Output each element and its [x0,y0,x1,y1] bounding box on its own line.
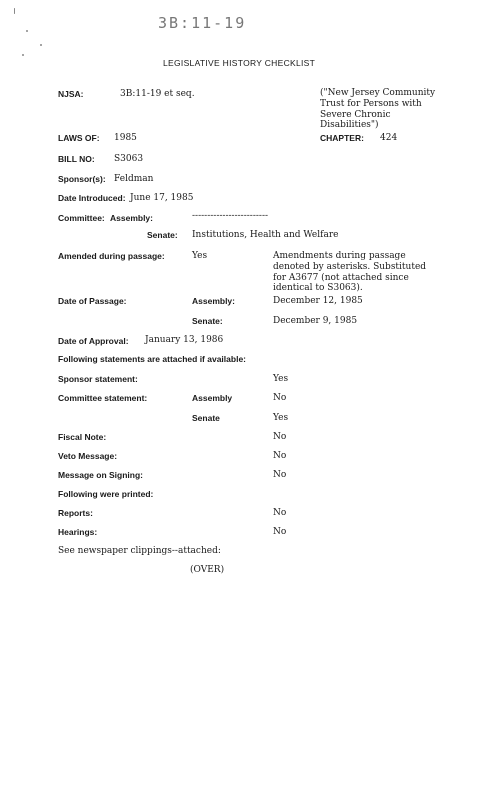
committee-statement-assembly-label: Assembly [192,393,233,403]
laws-of-label: LAWS OF: [58,133,100,143]
page-title: LEGISLATIVE HISTORY CHECKLIST [163,58,316,68]
fiscal-note-value: No [273,432,287,442]
sponsor-label: Sponsor(s): [58,174,106,184]
veto-message-label: Veto Message: [58,451,118,461]
handwritten-number: 3B:11-19 [158,14,247,32]
approval-label: Date of Approval: [58,336,129,346]
approval-value: January 13, 1986 [145,335,224,345]
chapter-label: CHAPTER: [320,133,364,143]
sponsor-statement-label: Sponsor statement: [58,374,138,384]
committee-senate-label: Senate: [147,230,178,240]
committee-statement-senate-label: Senate [192,413,220,423]
clippings-label: See newspaper clippings--attached: [58,546,221,556]
passage-assembly-value: December 12, 1985 [273,296,363,306]
njsa-value: 3B:11-19 et seq. [120,89,195,99]
amended-value: Yes [192,251,208,261]
scan-speck [26,30,28,32]
passage-assembly-label: Assembly: [192,296,235,306]
chapter-value: 424 [380,133,398,143]
sponsor-value: Feldman [114,174,154,184]
passage-senate-value: December 9, 1985 [273,316,358,326]
date-introduced-label: Date Introduced: [58,193,126,203]
hearings-value: No [273,527,287,537]
amended-note: Amendments during passage denoted by asterisks. Substituted for A3677 (not attached since identical to S3063). [273,251,427,294]
hearings-label: Hearings: [58,527,98,537]
njsa-label: NJSA: [58,89,84,99]
reports-label: Reports: [58,508,93,518]
sponsor-statement-value: Yes [273,374,289,384]
reports-value: No [273,508,287,518]
bill-no-label: BILL NO: [58,154,95,164]
committee-label: Committee: [58,213,105,223]
amended-label: Amended during passage: [58,251,165,261]
scan-speck [22,54,24,56]
committee-statement-label: Committee statement: [58,393,148,403]
bill-no-value: S3063 [114,154,144,164]
scan-speck [40,44,42,46]
printed-heading: Following were printed: [58,489,154,499]
message-on-signing-value: No [273,470,287,480]
laws-of-value: 1985 [114,133,137,143]
njsa-note: ("New Jersey Community Trust for Persons with Severe Chronic Disabilities") [320,88,436,131]
committee-assembly-label: Assembly: [110,213,153,223]
committee-statement-senate-value: Yes [273,413,289,423]
attached-heading: Following statements are attached if available: [58,354,246,364]
date-introduced-value: June 17, 1985 [130,193,194,203]
fiscal-note-label: Fiscal Note: [58,432,107,442]
veto-message-value: No [273,451,287,461]
message-on-signing-label: Message on Signing: [58,470,144,480]
committee-assembly-value: ------------------------- [192,211,269,221]
over-note: (OVER) [190,565,225,575]
committee-statement-assembly-value: No [273,393,287,403]
committee-senate-value: Institutions, Health and Welfare [192,230,339,240]
passage-senate-label: Senate: [192,316,223,326]
scan-speck [14,8,15,14]
passage-label: Date of Passage: [58,296,127,306]
